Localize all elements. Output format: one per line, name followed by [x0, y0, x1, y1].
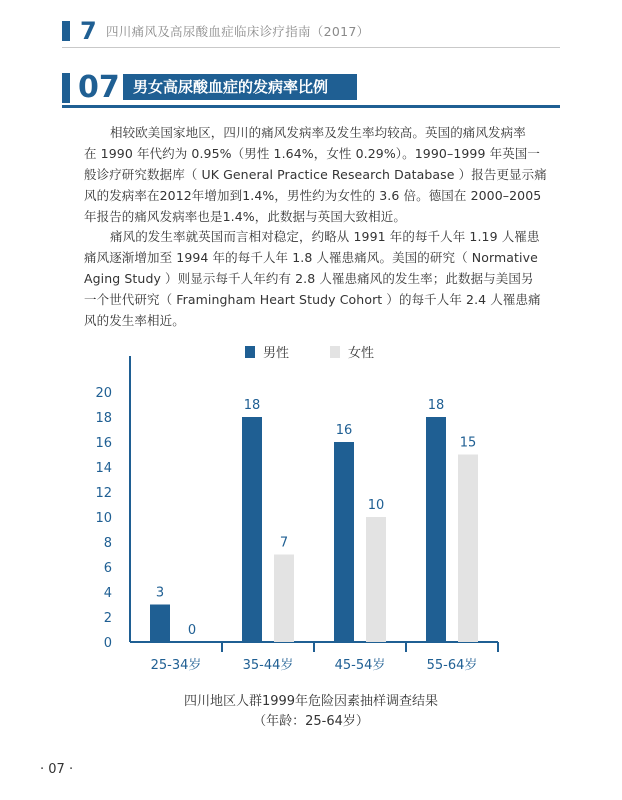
data-label: 3 — [155, 585, 165, 601]
data-label: 15 — [459, 435, 477, 451]
bar-male — [426, 417, 446, 642]
y-tick-label: 6 — [103, 561, 112, 576]
x-tick-label: 35-44岁 — [242, 658, 294, 673]
x-tick-label: 25-34岁 — [150, 658, 202, 673]
data-label: 18 — [243, 398, 261, 413]
paragraph-line: 年报告的痛风发病率也是1.4%，此数据与英国大致相近。 — [84, 209, 406, 224]
y-tick-label: 0 — [103, 636, 112, 651]
header-accent-bar — [62, 21, 70, 41]
chapter-number: 7 — [80, 17, 97, 45]
paragraph-line: 一个世代研究（ Framingham Heart Study Cohort ）的每千人年 2.4 人罹患痛 — [84, 292, 541, 307]
data-label: 16 — [335, 423, 353, 438]
x-tick-label: 45-54岁 — [334, 658, 386, 673]
header-divider — [62, 47, 560, 48]
legend-label: 女性 — [348, 346, 375, 361]
chart-caption: 四川地区人群1999年危险因素抽样调查结果 — [183, 694, 439, 709]
bar-male — [242, 417, 262, 642]
y-tick-label: 14 — [95, 461, 112, 476]
section-title: 男女高尿酸血症的发病率比例 — [133, 78, 329, 96]
section-number: 07 — [78, 70, 120, 105]
legend-swatch — [330, 346, 340, 358]
page-number: · 07 · — [40, 762, 74, 777]
bar-female — [366, 517, 386, 642]
bar-female — [458, 455, 478, 643]
y-tick-label: 8 — [103, 536, 112, 551]
bar-chart — [90, 340, 510, 680]
y-tick-label: 2 — [103, 611, 112, 626]
bar-male — [334, 442, 354, 642]
y-tick-label: 12 — [95, 486, 112, 501]
paragraph-line: Aging Study ）则显示每千人年约有 2.8 人罹患痛风的发生率；此数据与美国另 — [84, 271, 534, 286]
y-tick-label: 18 — [95, 411, 112, 426]
paragraph-line: 痛风的发生率就英国而言相对稳定，约略从 1991 年的每千人年 1.19 人罹患 — [110, 229, 540, 244]
bar-male — [150, 605, 170, 643]
paragraph-line: 相较欧美国家地区，四川的痛风发病率及发生率均较高。英国的痛风发病率 — [110, 125, 526, 140]
book-title: 四川痛风及高尿酸血症临床诊疗指南（2017） — [106, 24, 370, 39]
paragraph-1 — [84, 122, 554, 227]
paragraph-line: 般诊疗研究数据库（ UK General Practice Research Database ）报告更显示痛 — [84, 167, 547, 182]
section-accent-bar — [62, 73, 70, 103]
y-tick-label: 10 — [95, 511, 112, 526]
legend-swatch — [245, 346, 255, 358]
data-label: 0 — [187, 623, 197, 638]
section-underline — [62, 105, 560, 108]
paragraph-line: 在 1990 年代约为 0.95%（男性 1.64%，女性 0.29%）。1990–1999 年英国一 — [84, 146, 541, 161]
data-label: 18 — [427, 398, 445, 413]
y-tick-label: 4 — [103, 586, 112, 601]
data-label: 10 — [367, 498, 385, 513]
paragraph-line: 风的发病率在2012年增加到1.4%，男性约为女性的 3.6 倍。德国在 2000–2005 — [84, 188, 542, 203]
x-tick-label: 55-64岁 — [426, 658, 478, 673]
paragraph-line: 痛风逐渐增加至 1994 年的每千人年 1.8 人罹患痛风。美国的研究（ Normative — [84, 250, 538, 265]
bar-female — [274, 555, 294, 643]
paragraph-2 — [84, 226, 554, 331]
legend-label: 男性 — [263, 346, 290, 361]
y-tick-label: 20 — [95, 386, 112, 401]
y-tick-label: 16 — [95, 436, 112, 451]
data-label: 7 — [279, 535, 289, 551]
paragraph-line: 风的发生率相近。 — [84, 313, 185, 328]
chart-subcaption: （年龄：25-64岁） — [253, 714, 369, 729]
